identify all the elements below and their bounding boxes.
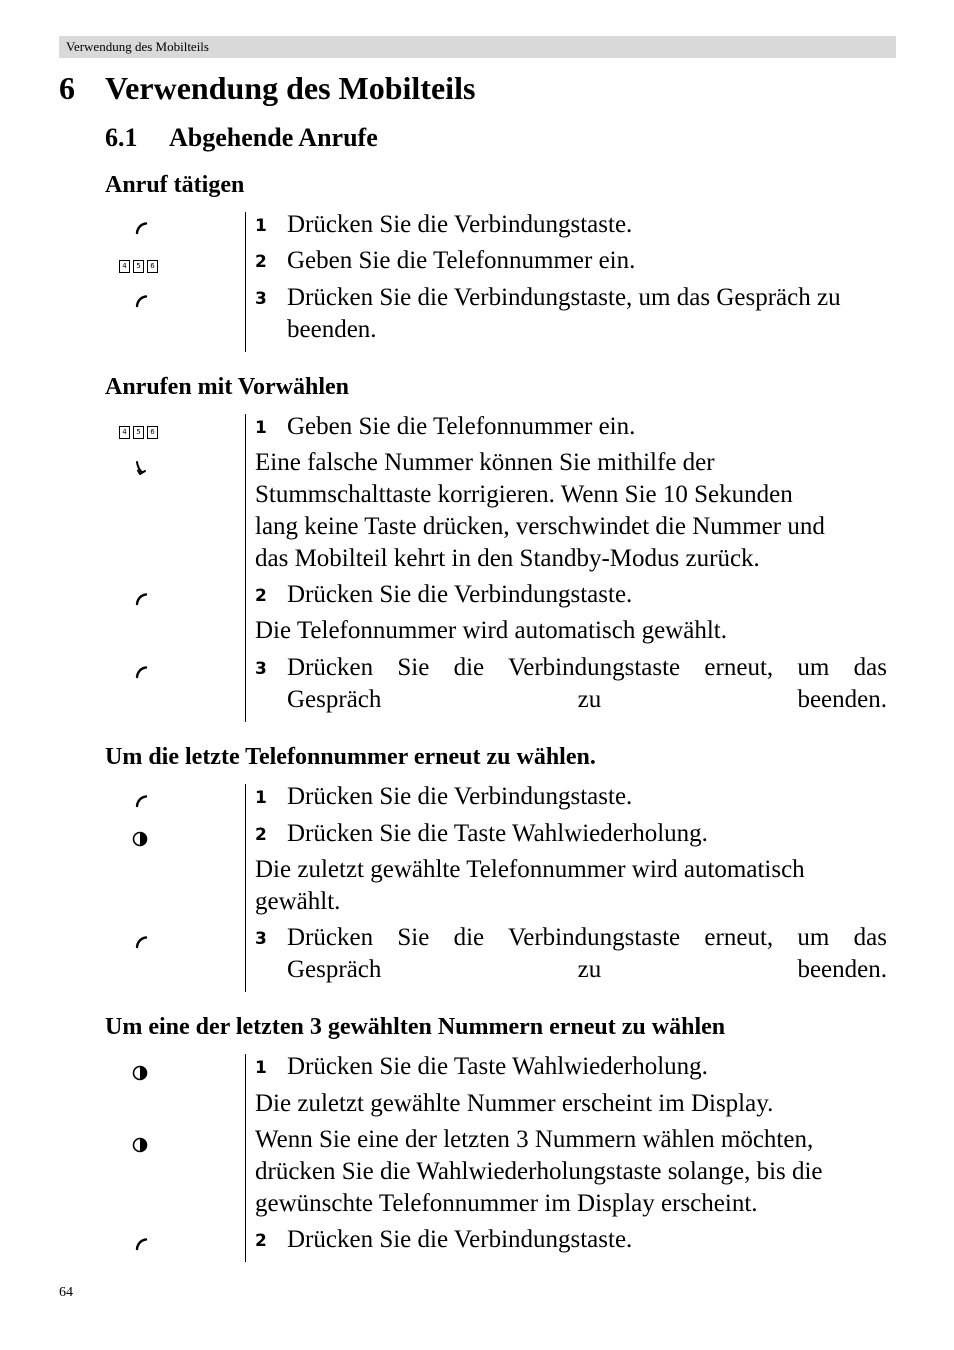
instruction-text-line: Die zuletzt gewählte Telefonnummer wird automatisch [255, 856, 805, 883]
step-number: 3 [255, 929, 267, 949]
instruction-step [255, 818, 887, 850]
phone-call-key-icon [134, 1237, 148, 1256]
instruction-text: Drücken Sie die Verbindungstaste. [287, 581, 633, 608]
instruction-text-line: gewünschte Telefonnummer im Display erscheint. [255, 1190, 758, 1217]
instruction-text: Geben Sie die Telefonnummer ein. [287, 247, 636, 274]
section-number: 6.1 [105, 123, 138, 152]
instruction-text-line: Drücken Sie die Verbindungstaste, um das Gespräch zu [287, 284, 841, 311]
instruction-step [255, 282, 887, 346]
instruction-text-line: Stummschalttaste korrigieren. Wenn Sie 10 Sekunden [255, 481, 793, 508]
redial-key-icon [130, 831, 150, 852]
step-number: 3 [255, 659, 267, 679]
keypad-key: 5 [133, 260, 144, 273]
keypad-key: 5 [133, 426, 144, 439]
phone-call-key-icon [134, 221, 148, 240]
instruction-text-line: Gespräch zu beenden. [287, 686, 887, 713]
instruction-text-line: gewählt. [255, 888, 341, 915]
instruction-text: Geben Sie die Telefonnummer ein. [287, 413, 636, 440]
redial-key-icon [130, 1137, 150, 1158]
instruction-text: Drücken Sie die Taste Wahlwiederholung. [287, 1053, 708, 1080]
instruction-text-line: drücken Sie die Wahlwiederholungstaste solange, bis die [255, 1158, 823, 1185]
step-number: 1 [255, 788, 267, 808]
number-keypad-icon [119, 260, 158, 273]
number-keypad-icon [119, 426, 158, 439]
phone-call-key-icon [134, 294, 148, 313]
instruction-step [255, 1051, 887, 1083]
keypad-key: 4 [119, 260, 130, 273]
phone-call-key-icon [134, 794, 148, 813]
subsection-heading: Um die letzte Telefonnummer erneut zu wählen. [105, 744, 596, 770]
instruction-step [255, 245, 887, 277]
instruction-note [255, 447, 887, 575]
phone-call-key-icon [134, 935, 148, 954]
chapter-title-text: Verwendung des Mobilteils [105, 70, 476, 106]
keypad-key: 6 [147, 260, 158, 273]
page-number: 64 [59, 1285, 73, 1300]
instruction-text: Drücken Sie die Verbindungstaste. [287, 1226, 633, 1253]
subsection-heading: Anruf tätigen [105, 172, 245, 198]
instruction-text-line: Drücken Sie die Verbindungstaste erneut, um das [287, 924, 887, 951]
column-divider [245, 784, 246, 992]
chapter-number: 6 [59, 70, 75, 106]
step-number: 2 [255, 825, 267, 845]
instruction-step [255, 209, 887, 241]
column-divider [245, 414, 246, 722]
keypad-key: 4 [119, 426, 130, 439]
mute-key-icon [133, 460, 147, 481]
step-number: 1 [255, 216, 267, 236]
section-title-text: Abgehende Anrufe [169, 123, 378, 152]
instruction-note [255, 1088, 887, 1120]
instruction-text-line: lang keine Taste drücken, verschwindet die Nummer und [255, 513, 825, 540]
instruction-text-line: Gespräch zu beenden. [287, 956, 887, 983]
instruction-text-line: Drücken Sie die Verbindungstaste erneut, um das [287, 654, 887, 681]
instruction-note [255, 854, 887, 918]
subsection-heading: Anrufen mit Vorwählen [105, 374, 350, 400]
running-header-title: Verwendung des Mobilteils [66, 39, 209, 54]
instruction-step [255, 411, 887, 443]
phone-call-key-icon [134, 592, 148, 611]
section-title [105, 121, 378, 155]
running-header [59, 36, 896, 58]
instruction-text-line: Eine falsche Nummer können Sie mithilfe der [255, 449, 715, 476]
instruction-note [255, 615, 887, 647]
keypad-key: 6 [147, 426, 158, 439]
instruction-text: Die Telefonnummer wird automatisch gewählt. [255, 617, 727, 644]
instruction-step [255, 922, 887, 986]
redial-key-icon [130, 1065, 150, 1086]
instruction-text-line: beenden. [287, 316, 377, 343]
instruction-text: Drücken Sie die Verbindungstaste. [287, 211, 633, 238]
instruction-text: Die zuletzt gewählte Nummer erscheint im Display. [255, 1090, 774, 1117]
instruction-step [255, 1224, 887, 1256]
step-number: 2 [255, 252, 267, 272]
step-number: 2 [255, 586, 267, 606]
column-divider [245, 1054, 246, 1262]
step-number: 1 [255, 418, 267, 438]
instruction-step [255, 781, 887, 813]
instruction-step [255, 652, 887, 716]
chapter-title [59, 68, 475, 108]
instruction-text-line: Wenn Sie eine der letzten 3 Nummern wählen möchten, [255, 1126, 814, 1153]
instruction-note [255, 1124, 887, 1220]
instruction-text: Drücken Sie die Taste Wahlwiederholung. [287, 820, 708, 847]
phone-call-key-icon [134, 665, 148, 684]
subsection-heading: Um eine der letzten 3 gewählten Nummern erneut zu wählen [105, 1014, 726, 1040]
instruction-step [255, 579, 887, 611]
column-divider [245, 212, 246, 352]
step-number: 2 [255, 1231, 267, 1251]
step-number: 1 [255, 1058, 267, 1078]
instruction-text-line: das Mobilteil kehrt in den Standby-Modus zurück. [255, 545, 760, 572]
instruction-text: Drücken Sie die Verbindungstaste. [287, 783, 633, 810]
step-number: 3 [255, 289, 267, 309]
